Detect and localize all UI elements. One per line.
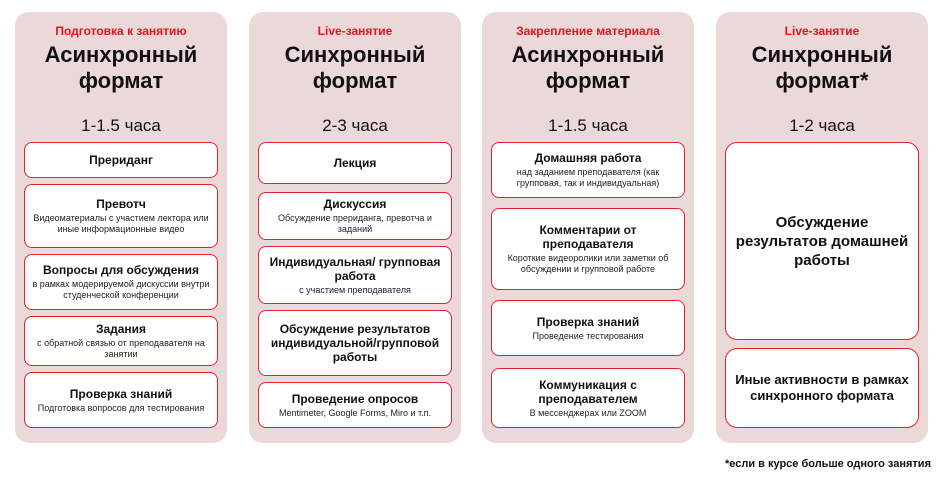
column-tag: Подготовка к занятию <box>55 24 187 38</box>
card-knowledge-test: Проверка знаний Проведение тестирования <box>491 300 685 356</box>
card-homework: Домашняя работа над заданием преподавателя (как групповая, так и индивидуальная) <box>491 142 685 198</box>
card-discussion: Дискуссия Обсуждение прериданга, превотча и заданий <box>258 192 452 240</box>
column-title: Синхронный формат* <box>751 42 893 93</box>
card-homework-results: Обсуждение результатов домашней работы <box>725 142 919 340</box>
column-title: Синхронный формат <box>284 42 426 93</box>
card-knowledge-check: Проверка знаний Подготовка вопросов для тестирования <box>24 372 218 428</box>
column-duration: 1-1.5 часа <box>81 116 161 135</box>
column-async-reinforcement <box>482 12 694 443</box>
card-discussion-questions: Вопросы для обсуждения в рамках модерируемой дискуссии внутри студенческой конференции <box>24 254 218 310</box>
card-group-work: Индивидуальная/ групповая работа с участием преподавателя <box>258 246 452 304</box>
column-duration: 2-3 часа <box>322 116 388 135</box>
card-communication: Коммуникация с преподавателем В мессенджерах или ZOOM <box>491 368 685 428</box>
card-assignments: Задания с обратной связью от преподавателя на занятии <box>24 316 218 366</box>
card-other-activities: Иные активности в рамках синхронного формата <box>725 348 919 428</box>
column-async-preparation <box>15 12 227 443</box>
column-tag: Закрепление материала <box>516 24 660 38</box>
column-title: Асинхронный формат <box>511 42 665 93</box>
card-prewatch: Превотч Видеоматериалы с участием лектора или иные информационные видео <box>24 184 218 248</box>
card-polls: Проведение опросов Mentimeter, Google Forms, Miro и т.п. <box>258 382 452 428</box>
column-title: Асинхронный формат <box>44 42 198 93</box>
footnote: *если в курсе больше одного занятия <box>724 458 931 470</box>
column-tag: Live-занятие <box>784 24 860 38</box>
column-sync-live <box>249 12 461 443</box>
card-teacher-comments: Комментарии от преподавателя Короткие видеоролики или заметки об обсуждении и групповой работе <box>491 208 685 290</box>
card-prereading: Прериданг <box>24 142 218 178</box>
card-lecture: Лекция <box>258 142 452 184</box>
column-tag: Live-занятие <box>317 24 393 38</box>
card-results-discussion: Обсуждение результатов индивидуальной/групповой работы <box>258 310 452 376</box>
column-duration: 1-1.5 часа <box>548 116 628 135</box>
column-sync-optional <box>716 12 928 443</box>
column-duration: 1-2 часа <box>789 116 855 135</box>
